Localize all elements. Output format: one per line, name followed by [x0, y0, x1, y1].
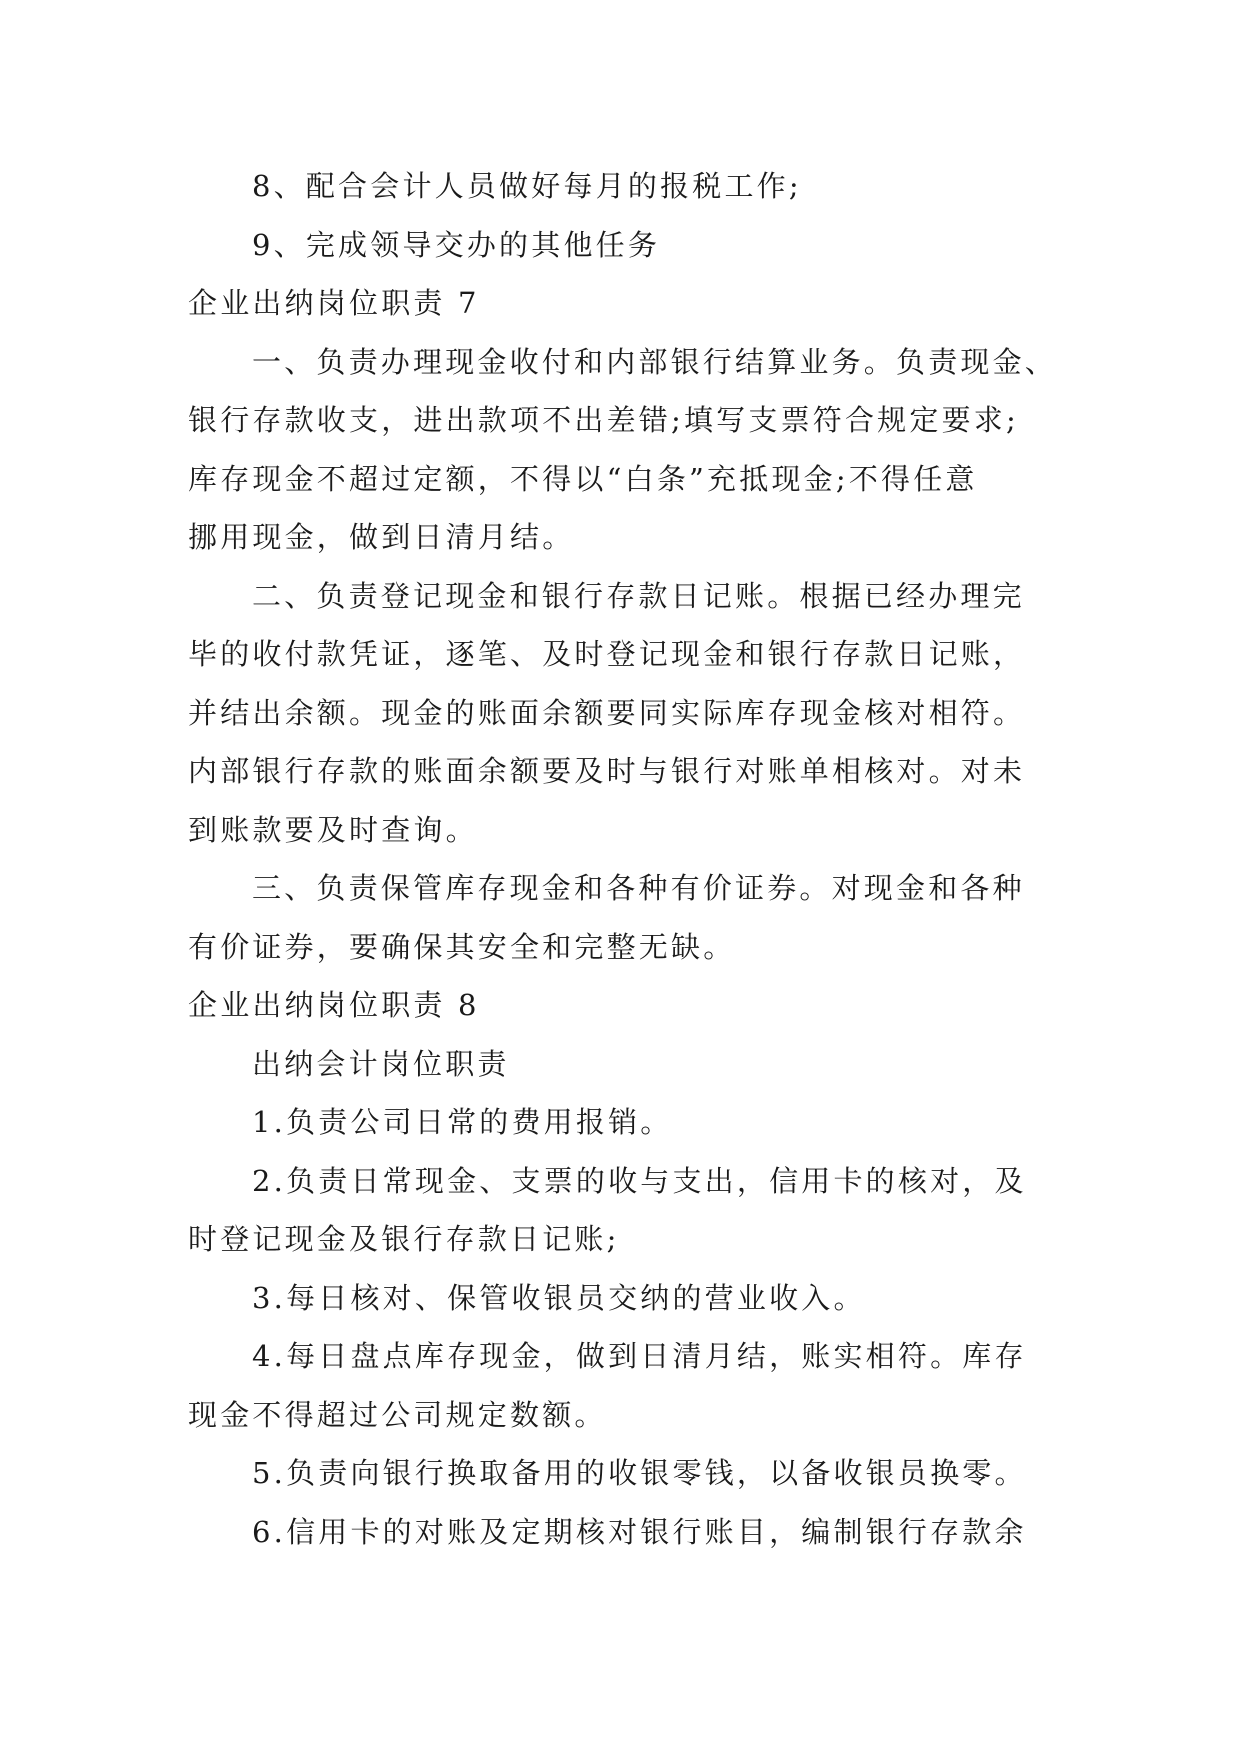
duty-item-9: 9、完成领导交办的其他任务 — [252, 227, 661, 262]
paragraph-line: 银行存款收支，进出款项不出差错;填写支票符合规定要求; — [188, 403, 1019, 437]
paragraph-line: 挪用现金，做到日清月结。 — [188, 520, 575, 554]
paragraph-line: 二、负责登记现金和银行存款日记账。根据已经办理完 — [252, 578, 1025, 613]
list-item: 5.负责向银行换取备用的收银零钱，以备收银员换零。 — [252, 1456, 1027, 1490]
subsection-title: 出纳会计岗位职责 — [252, 1046, 510, 1081]
paragraph-line: 内部银行存款的账面余额要及时与银行对账单相核对。对未 — [188, 754, 1026, 788]
list-item: 3.每日核对、保管收银员交纳的营业收入。 — [252, 1280, 866, 1315]
paragraph-line: 到账款要及时查询。 — [188, 812, 478, 847]
list-item-continuation: 时登记现金及银行存款日记账; — [188, 1222, 620, 1256]
paragraph-line: 库存现金不超过定额，不得以“白条”充抵现金;不得任意 — [188, 461, 978, 496]
section-heading-8: 企业出纳岗位职责 8 — [188, 988, 480, 1022]
document-body — [188, 157, 1058, 1561]
list-item-continuation: 现金不得超过公司规定数额。 — [188, 1397, 607, 1432]
duty-item-8: 8、配合会计人员做好每月的报税工作; — [252, 169, 802, 203]
list-item: 4.每日盘点库存现金，做到日清月结，账实相符。库存 — [252, 1339, 1027, 1373]
list-item: 1.负责公司日常的费用报销。 — [252, 1105, 673, 1139]
list-item: 2.负责日常现金、支票的收与支出，信用卡的核对，及 — [252, 1163, 1027, 1198]
paragraph-line: 一、负责办理现金收付和内部银行结算业务。负责现金、 — [252, 344, 1058, 379]
paragraph-line: 毕的收付款凭证，逐笔、及时登记现金和银行存款日记账， — [188, 637, 1026, 671]
list-item: 6.信用卡的对账及定期核对银行账目，编制银行存款余 — [252, 1514, 1027, 1549]
paragraph-line: 有价证券，要确保其安全和完整无缺。 — [188, 929, 736, 964]
section-heading-7: 企业出纳岗位职责 7 — [188, 286, 480, 320]
paragraph-line: 三、负责保管库存现金和各种有价证券。对现金和各种 — [252, 871, 1025, 905]
paragraph-line: 并结出余额。现金的账面余额要同实际库存现金核对相符。 — [188, 695, 1026, 730]
